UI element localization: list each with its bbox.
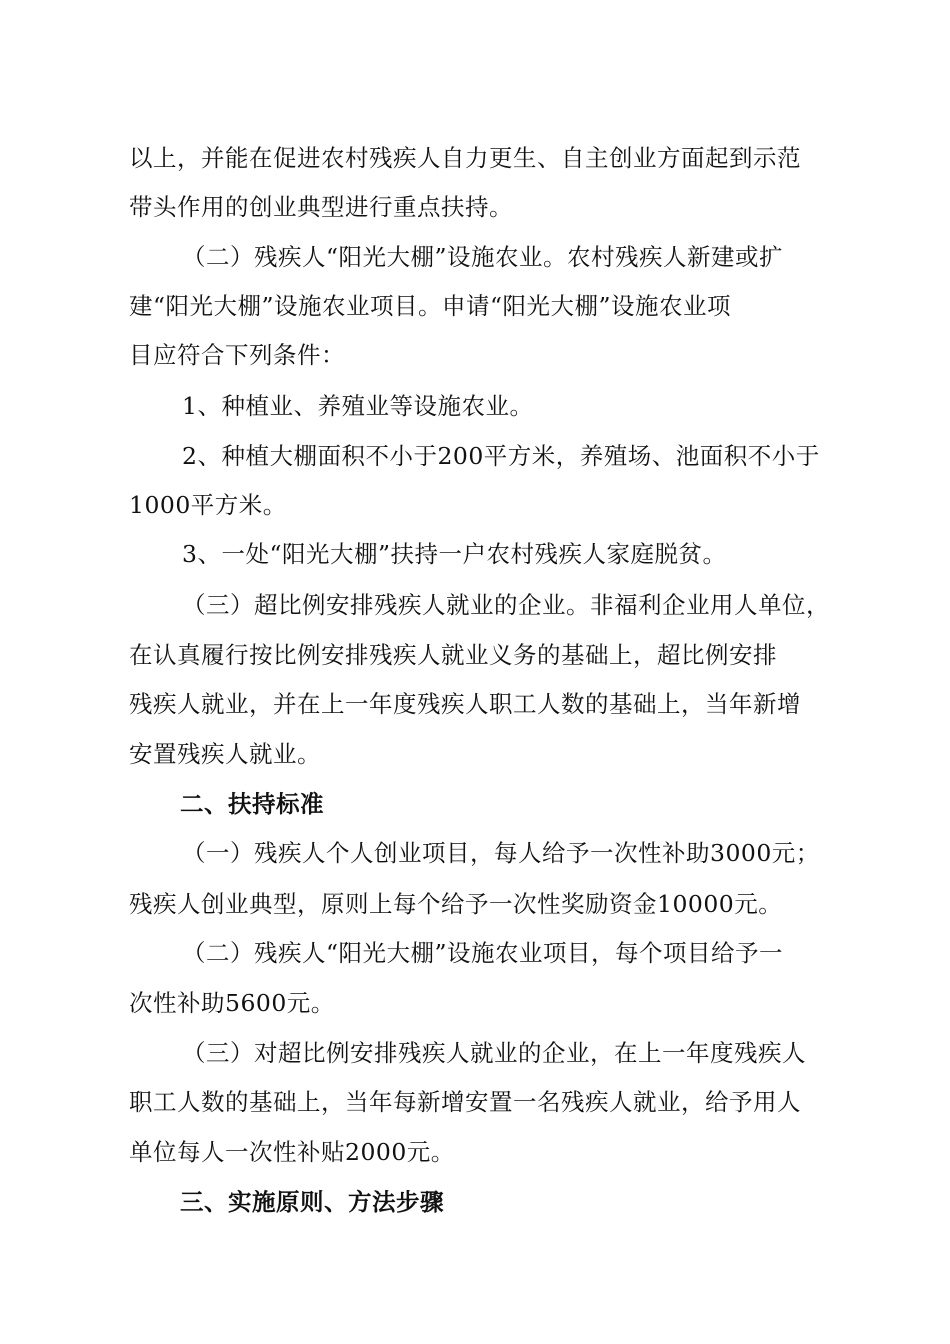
text-line-21: 单位每人一次性补贴2000元。 [129,1138,455,1166]
text-line-20: 职工人数的基础上，当年每新增安置一名残疾人就业，给予用人 [129,1088,801,1116]
text-line-3: （二）残疾人“阳光大棚”设施农业。农村残疾人新建或扩 [182,243,784,271]
text-line-15: （一）残疾人个人创业项目，每人给予一次性补助3000元； [182,839,820,867]
text-line-2: 带头作用的创业典型进行重点扶持。 [129,193,513,221]
text-line-11: 在认真履行按比例安排残疾人就业义务的基础上，超比例安排 [129,641,777,669]
text-line-17: （二）残疾人“阳光大棚”设施农业项目，每个项目给予一 [182,939,784,967]
text-line-8: 1000平方米。 [129,491,287,519]
text-line-5: 目应符合下列条件： [129,341,345,369]
text-line-13: 安置残疾人就业。 [129,740,321,768]
text-line-10: （三）超比例安排残疾人就业的企业。非福利企业用人单位， [182,591,830,619]
text-line-19: （三）对超比例安排残疾人就业的企业，在上一年度残疾人 [182,1039,806,1067]
text-line-18: 次性补助5600元。 [129,989,335,1017]
text-line-4: 建“阳光大棚”设施农业项目。申请“阳光大棚”设施农业项 [129,292,732,320]
text-line-7: 2、种植大棚面积不小于200平方米，养殖场、池面积不小于 [182,442,820,470]
text-line-1: 以上，并能在促进农村残疾人自力更生、自主创业方面起到示范 [129,144,801,172]
text-line-9: 3、一处“阳光大棚”扶持一户农村残疾人家庭脱贫。 [182,540,727,568]
text-line-16: 残疾人创业典型，原则上每个给予一次性奖励资金10000元。 [129,890,783,918]
text-line-12: 残疾人就业，并在上一年度残疾人职工人数的基础上，当年新增 [129,690,801,718]
section-heading-2: 二、扶持标准 [180,790,324,818]
text-line-6: 1、种植业、养殖业等设施农业。 [182,392,534,420]
section-heading-3: 三、实施原则、方法步骤 [180,1188,444,1216]
